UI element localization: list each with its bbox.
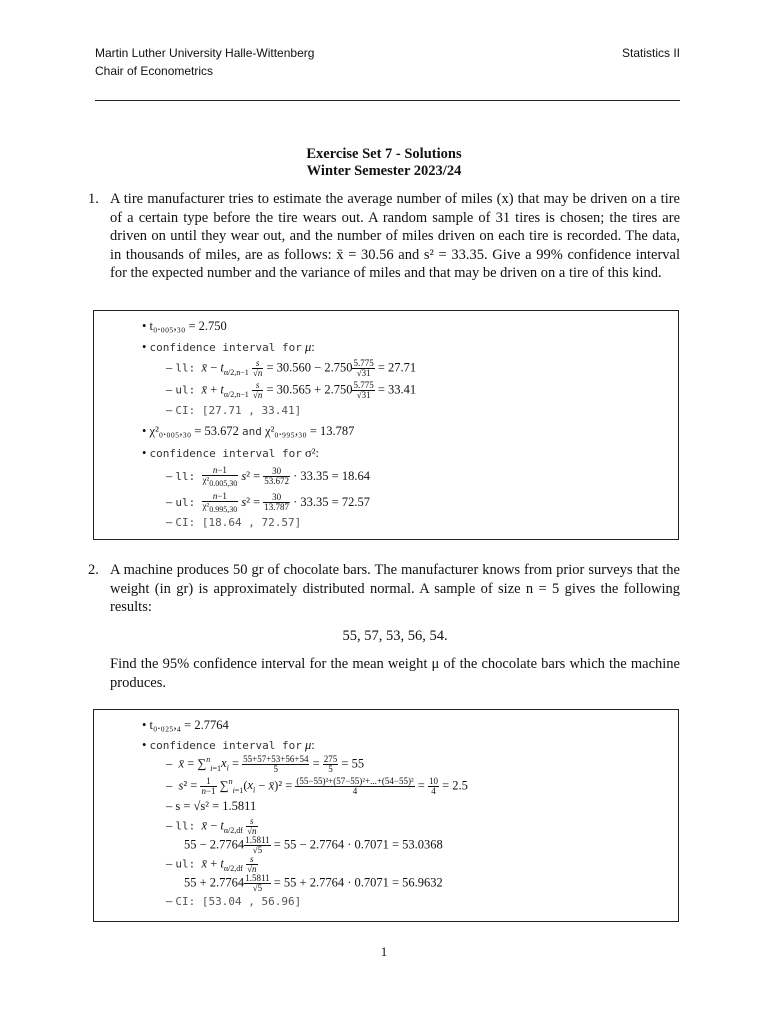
sol1-var-ll-row: – ll: $\frac{n-1}{\chi^2_{0.005,30}}$ s² = $\frac{30}{53.672}$ · 33.35 = 18.64	[166, 465, 370, 488]
sol1-var-ll-end: · 33.35 = 18.64	[293, 468, 370, 483]
sol1-ci-mu-label: confidence interval for	[149, 341, 302, 354]
sol1-chi-and: and	[242, 425, 262, 438]
exercise-2-text: A machine produces 50 gr of chocolate bars. The manufacturer knows from prior surveys that the weight (in gr) is approximately distributed normal. A sample of size n = 5 gives the following results:	[110, 562, 680, 616]
sol1-var-ul-label: ul:	[175, 495, 196, 509]
sol2-s-row: – s = √s² = 1.5811	[166, 799, 257, 813]
exercise-2-question: Find the 95% confidence interval for the mean weight μ of the chocolate bars which the machine produces.	[110, 656, 680, 691]
exercise-1-text: A tire manufacturer tries to estimate the average number of miles (x) that may be driven on a tire of a certain type before the tire wears out. A random sample of 31 tires is chosen; the tires are driven on until they wear out, and the number of miles driven on each tire is recorded. The data, in thousands of miles, are as follows: x̄ = 30.56 and s² = 33.35.	[110, 191, 680, 263]
sol2-t-value-row	[142, 718, 229, 733]
sol1-ll-result: = 30.560 − 2.750	[266, 360, 353, 375]
sol2-ul-row: – ul: x̄ + $t_{\alpha/2,df}$ $\frac{s}{√n}$	[166, 854, 257, 874]
sol2-ll-calc-start: 55 − 2.7764	[184, 837, 245, 852]
sol1-ci-var-label: confidence interval for	[149, 447, 302, 460]
sol1-ci-var-heading: • confidence interval for σ²:	[142, 446, 319, 460]
sol2-var-end: = 2.5	[442, 778, 468, 793]
sol2-ci-label: confidence interval for	[149, 739, 302, 752]
title-line-2: Winter Semester 2023/24	[306, 163, 462, 179]
bullet-icon: •	[142, 319, 147, 333]
sol1-t-value: t₀.₀₀₅,₃₀ = 2.750	[149, 319, 227, 333]
sol1-chi-a: χ²₀.₀₀₅,₃₀ = 53.672	[149, 424, 239, 438]
exercise-2-number: 2.	[88, 562, 99, 578]
sol2-var-row: – s² = $\frac{1}{n-1}$ $\sum^n_{i=1}(x_i$ − x̄)² = $\frac{\text{(55−55)²+(57−55)²+...+(54−55)²}}{4}$ = $\frac{10}{4}$ = 2.5	[166, 776, 468, 796]
sol1-var-ul-row: – ul: $\frac{n-1}{\chi^2_{0.995,30}}$ s² = $\frac{30}{13.787}$ · 33.35 = 72.57	[166, 491, 370, 514]
bullet-icon: •	[142, 446, 147, 460]
sol2-mean-row: – x̄ = $\sum^n_{i=1}x_i$ = $\frac{55+57+53+56+54}{5}$ = $\frac{275}{5}$ = 55	[166, 754, 365, 774]
sol2-t-value: t₀.₀₂₅,₄ = 2.7764	[149, 718, 229, 732]
page-number: 1	[380, 944, 388, 959]
sol1-var-ul-end: · 33.35 = 72.57	[293, 494, 370, 509]
sol2-ll-calc-end: = 55 − 2.7764 · 0.7071 = 53.0368	[273, 837, 443, 852]
exercise-1-number: 1.	[88, 191, 99, 207]
bullet-icon: •	[142, 718, 147, 732]
solution-box-2	[93, 709, 679, 922]
sol1-ci-var-row: – CI: [18.64 , 72.57]	[166, 515, 302, 529]
sol2-ci-row: – CI: [53.04 , 56.96]	[166, 894, 302, 908]
sol1-ci-mu: CI: [27.71 , 33.41]	[175, 404, 302, 417]
course-name: Statistics II	[621, 46, 680, 60]
sol2-ll-label: ll:	[175, 819, 196, 833]
sol2-ci-heading: • confidence interval for μ:	[142, 738, 315, 752]
sol1-ll-row: – ll: x̄ − $t_{\alpha/2,n-1}$ $\frac{s}{√n}$ = 30.560 − 2.750 $\frac{5.775}{√31}$ = 27.71	[166, 358, 417, 378]
sol1-var-ll-label: ll:	[175, 469, 196, 483]
exercise-2-data: 55, 57, 53, 56, 54.	[342, 627, 448, 644]
header-institution	[95, 44, 314, 80]
sol1-chi-b: χ²₀.₉₉₅,₃₀ = 13.787	[265, 424, 355, 438]
sol2-ul-calc-start: 55 + 2.7764	[184, 875, 245, 890]
sol2-s-line: s = √s² = 1.5811	[175, 799, 257, 813]
sol1-ci-var: CI: [18.64 , 72.57]	[175, 516, 302, 529]
sol1-ci-mu-row: – CI: [27.71 , 33.41]	[166, 403, 302, 417]
exercise-2	[88, 561, 680, 693]
sol1-ul-label: ul:	[175, 383, 196, 397]
sol2-ul-label: ul:	[175, 857, 196, 871]
sol1-chi-row	[142, 424, 354, 439]
sol2-ul-calc-end: = 55 + 2.7764 · 0.7071 = 56.9632	[273, 875, 443, 890]
chair-name: Chair of Econometrics	[95, 64, 214, 78]
sol1-ci-mu-heading: • confidence interval for μ:	[142, 340, 315, 354]
page-title	[0, 146, 768, 180]
sol2-ll-row: – ll: x̄ − $t_{\alpha/2,df}$ $\frac{s}{√n}$	[166, 816, 257, 836]
university-name: Martin Luther University Halle-Wittenberg	[95, 46, 315, 60]
sol1-t-value-row	[142, 319, 227, 334]
bullet-icon: •	[142, 340, 147, 354]
sol1-ul-end: = 33.41	[377, 382, 417, 397]
sol1-ul-row: – ul: x̄ + $t_{\alpha/2,n-1}$ $\frac{s}{√n}$ = 30.565 + 2.750 $\frac{5.775}{√31}$ = 33.41	[166, 380, 417, 400]
exercise-1-question: Give a 99% confidence interval for the expected number and the variance of miles and that may be driven on a tire of this kind.	[110, 246, 680, 282]
sol2-mean-end: = 55	[341, 756, 365, 771]
solution-box-1	[93, 310, 679, 540]
title-line-1: Exercise Set 7 - Solutions	[306, 146, 462, 162]
sol2-ul-calc: 55 + 2.7764 $\frac{1.5811}{√5}$ = 55 + 2.7764 · 0.7071 = 56.9632	[184, 873, 443, 893]
sol2-ci: CI: [53.04 , 56.96]	[175, 895, 302, 908]
bullet-icon: •	[142, 738, 147, 752]
sol1-ll-label: ll:	[175, 361, 196, 375]
sol1-ll-end: = 27.71	[377, 360, 417, 375]
exercise-1	[88, 190, 680, 283]
sol2-ll-calc: 55 − 2.7764 $\frac{1.5811}{√5}$ = 55 − 2.7764 · 0.7071 = 53.0368	[184, 835, 443, 855]
header-divider	[95, 100, 680, 101]
bullet-icon: •	[142, 424, 147, 438]
sol1-ul-result: = 30.565 + 2.750	[266, 382, 353, 397]
